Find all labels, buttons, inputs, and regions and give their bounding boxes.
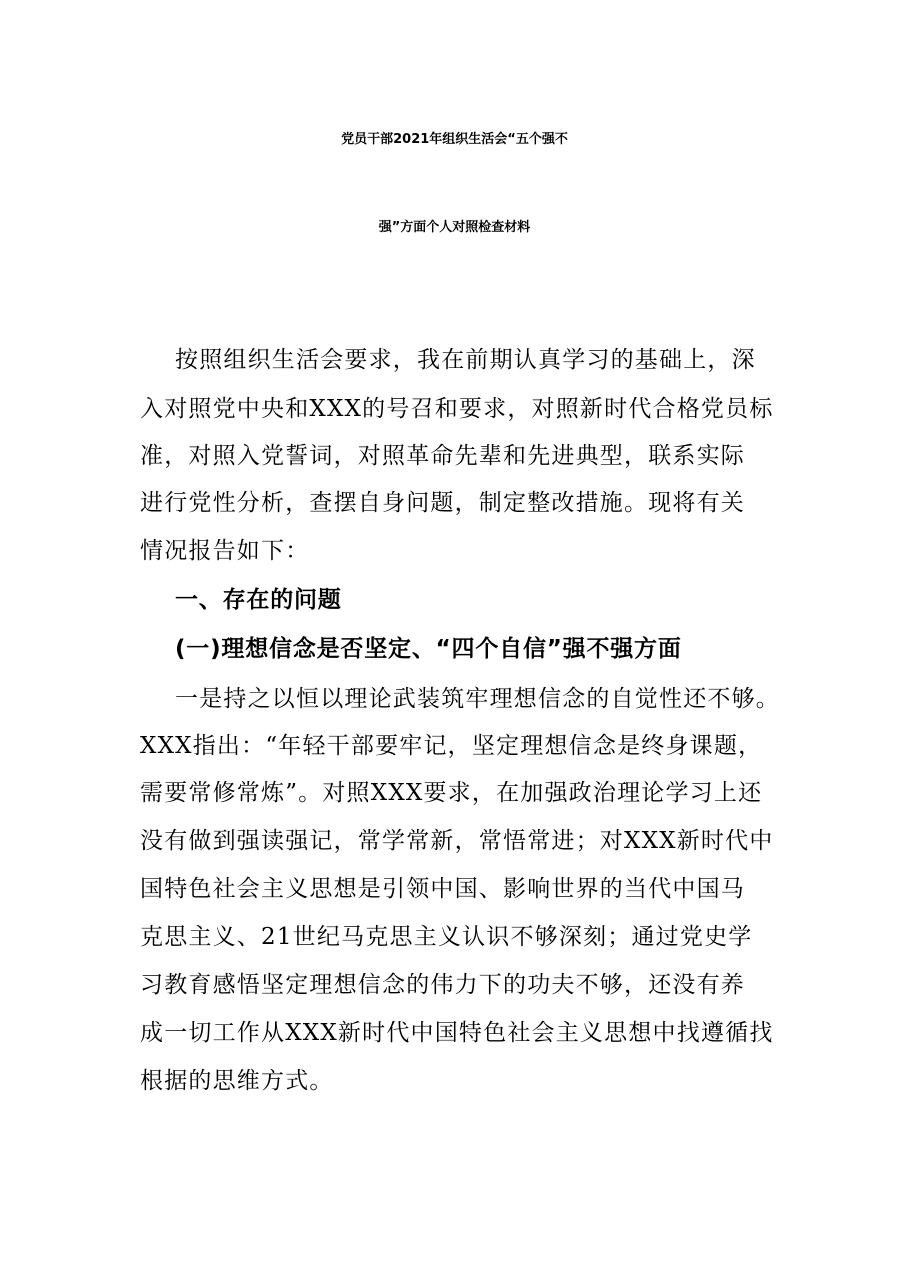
section-heading: 一、存在的问题 [175, 587, 342, 613]
intro-line-3: 准，对照入党誓词，对照革命先辈和先进典型，联系实际 [140, 443, 745, 469]
body-line-9: 根据的思维方式。 [140, 1068, 334, 1094]
intro-line-2: 入对照党中央和XXX的号召和要求，对照新时代合格党员标 [140, 396, 774, 422]
body-line-6: 克思主义、21世纪马克思主义认识不够深刻；通过党史学 [140, 924, 753, 950]
body-line-4: 没有做到强读强记，常学常新，常悟常进；对XXX新时代中 [140, 828, 774, 854]
body-line-2: XXX指出：“年轻干部要牢记，坚定理想信念是终身课题， [140, 733, 763, 759]
document-title-line-2: 强”方面个人对照检查材料 [378, 220, 531, 235]
intro-line-5: 情况报告如下： [140, 538, 310, 564]
intro-line-4: 进行党性分析，查摆自身问题，制定整改措施。现将有关 [140, 490, 745, 516]
subsection-heading: (一)理想信念是否坚定、“四个自信”强不强方面 [175, 636, 682, 662]
intro-line-1: 按照组织生活会要求，我在前期认真学习的基础上，深 [175, 347, 756, 373]
body-line-7: 习教育感悟坚定理想信念的伟力下的功夫不够，还没有养 [140, 972, 745, 998]
body-line-1: 一是持之以恒以理论武装筑牢理想信念的自觉性还不够。 [175, 686, 780, 712]
body-line-8: 成一切工作从XXX新时代中国特色社会主义思想中找遵循找 [140, 1020, 774, 1046]
body-line-3: 需要常修常炼”。对照XXX要求，在加强政治理论学习上还 [140, 780, 763, 806]
body-line-5: 国特色社会主义思想是引领中国、影响世界的当代中国马 [140, 876, 745, 902]
document-title-line-1: 党员干部2021年组织生活会“五个强不 [341, 132, 568, 147]
